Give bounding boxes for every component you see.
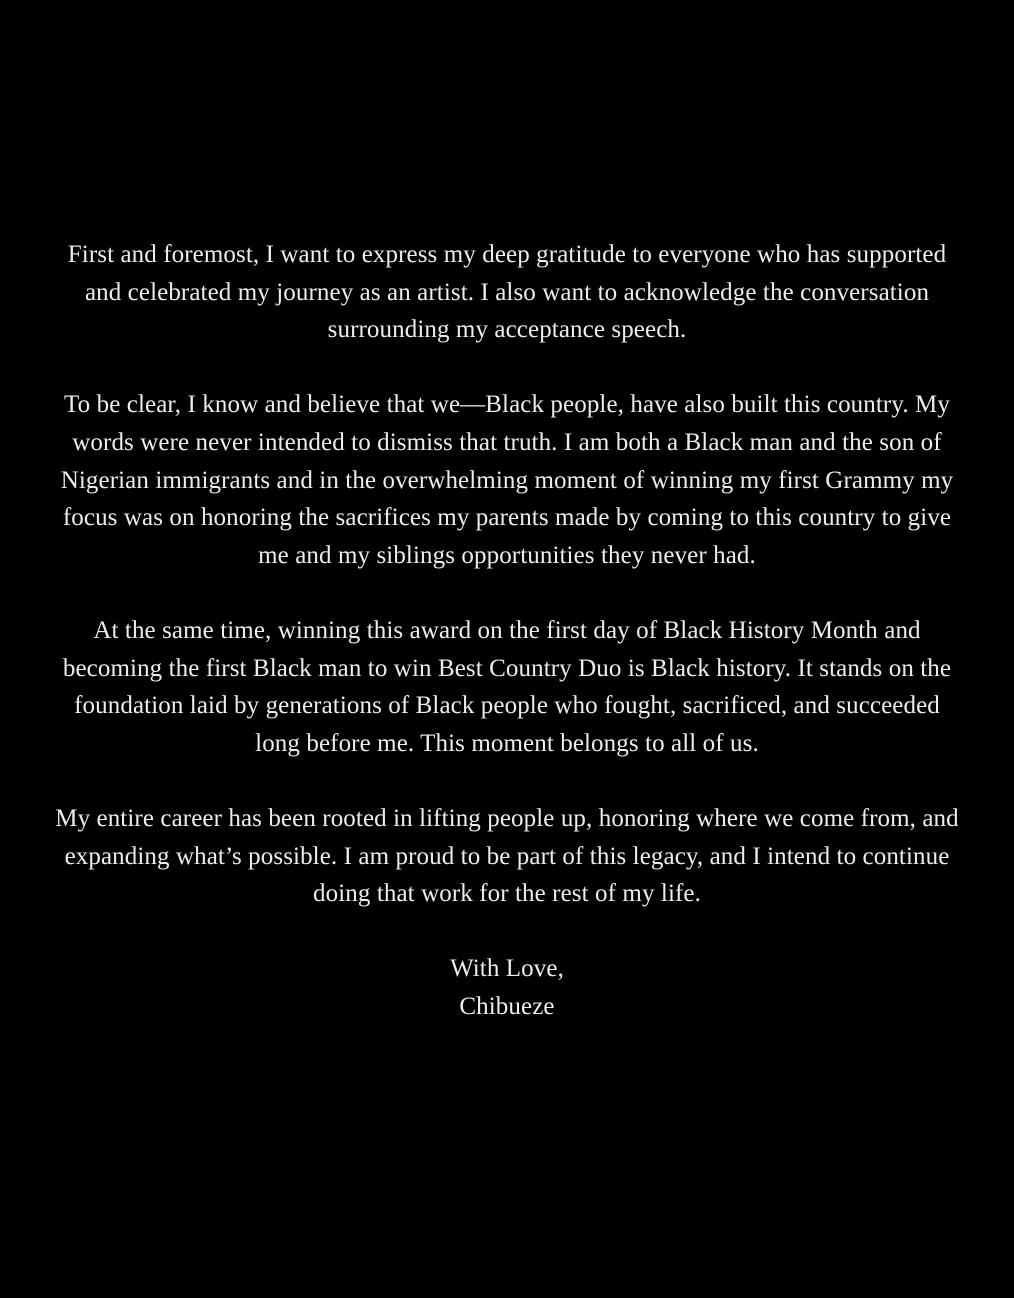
signoff	[50, 950, 964, 1025]
paragraph-black-history: At the same time, winning this award on the first day of Black History Month and becoming the first Black man to win Best Country Duo is Black history. It stands on the foundation laid by generations of Black people who fought, sacrificed, and succeeded long before me. This moment belongs to all of us.	[62, 616, 952, 757]
paragraph-gratitude: First and foremost, I want to express my deep gratitude to everyone who has supported and celebrated my journey as an artist. I also want to acknowledge the conversation surrounding my acceptance speech.	[67, 241, 947, 344]
closing-line: With Love,	[450, 955, 564, 983]
signature: Chibueze	[459, 992, 555, 1020]
paragraph-clarification: To be clear, I know and believe that we—Black people, have also built this country. My words were never intended to dismiss that truth. I am both a Black man and the son of Nigerian immigrants and in the overwhelming moment of winning my first Grammy my focus was on honoring the sacrifices my parents made by coming to this country to give me and my siblings opportunities they never had.	[60, 391, 954, 569]
paragraph-career: My entire career has been rooted in lifting people up, honoring where we come from, and expanding what’s possible. I am proud to be part of this legacy, and I intend to continue doing that work for the rest of my life.	[55, 804, 959, 908]
statement-letter	[50, 236, 964, 1025]
